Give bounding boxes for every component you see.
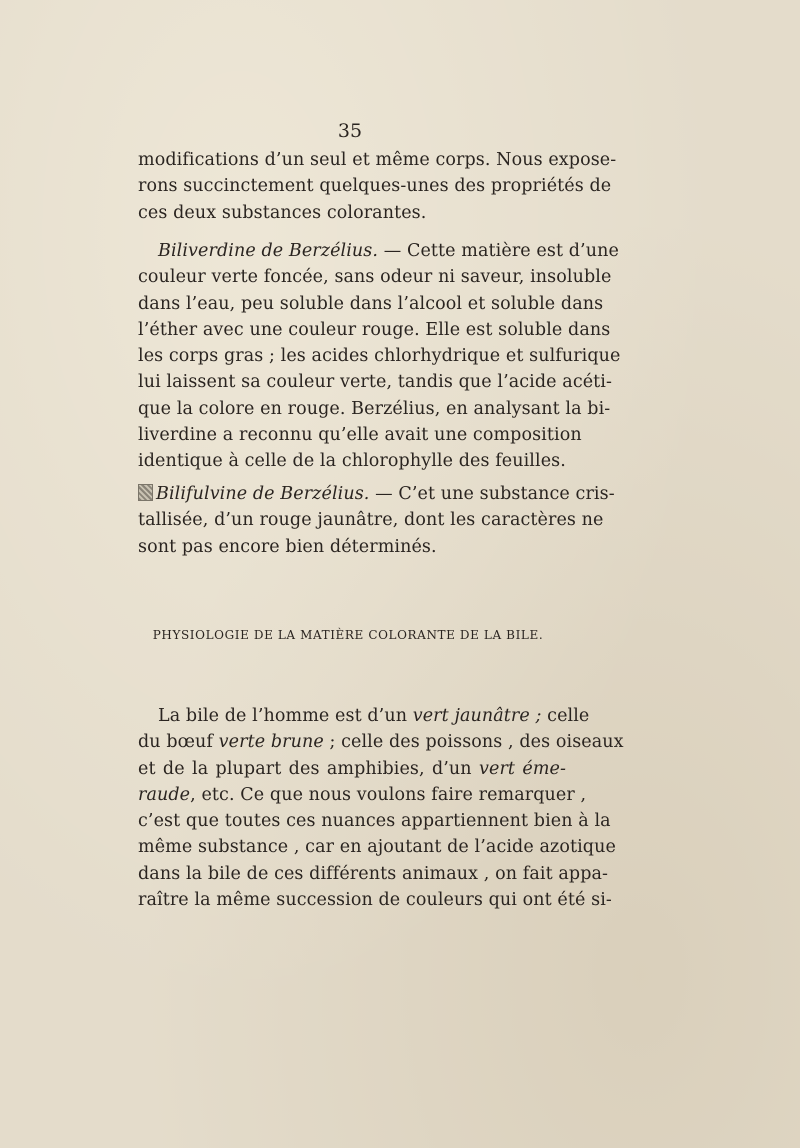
text-italic: vert éme- [479, 758, 566, 779]
text-segment: — C’et une substance cris- [369, 484, 615, 504]
text-line: que la colore en rouge. Berzélius, en analysant la bi- [138, 398, 611, 419]
text-line: raître la même succession de couleurs qui ont été si- [138, 890, 612, 911]
term-biliverdine: Biliverdine de Berzélius. [158, 241, 379, 261]
text-line [138, 729, 624, 755]
text-line: les corps gras ; les acides chlorhydrique et sulfurique [138, 346, 621, 367]
text-line: modifications d’un seul et même corps. Nous expose- [138, 150, 617, 170]
text-line: couleur verte foncée, sans odeur ni saveur, insoluble [138, 267, 612, 288]
text-line: même substance , car en ajoutant de l’acide azotique [138, 837, 616, 858]
text-line: lui laissent sa couleur verte, tandis que l’acide acéti- [138, 372, 613, 393]
page-number: 35 [337, 120, 363, 142]
text-line: dans la bile de ces différents animaux , on fait appa- [138, 863, 609, 884]
text-italic: vert jaunâtre ; [412, 706, 542, 726]
text-line [138, 481, 615, 507]
text-line: c’est que toutes ces nuances appartiennent bien à la [138, 811, 611, 832]
text-line: dans l’eau, peu soluble dans l’alcool et soluble dans [138, 293, 604, 314]
text-segment: du bœuf [138, 732, 219, 753]
text-line: liverdine a reconnu qu’elle avait une composition [138, 425, 582, 446]
text-segment: La bile de l’homme est d’un [158, 706, 413, 726]
text-segment: , etc. Ce que nous voulons faire remarquer , [190, 784, 587, 805]
text-line [138, 782, 587, 808]
section-heading: PHYSIOLOGIE DE LA MATIÈRE COLORANTE DE LA BILE. [152, 628, 544, 642]
text-line: identique à celle de la chlorophylle des feuilles. [138, 451, 566, 472]
text-line: ces deux substances colorantes. [138, 202, 427, 223]
text-line [138, 238, 619, 264]
text-segment: et de la plupart des amphibies, d’un [138, 758, 479, 779]
text-line: rons succinctement quelques-unes des propriétés de [138, 176, 612, 197]
text-line: tallisée, d’un rouge jaunâtre, dont les caractères ne [138, 510, 604, 531]
text-line: sont pas encore bien déterminés. [138, 536, 437, 557]
text-italic: verte brune [218, 732, 324, 753]
text-line [138, 756, 566, 782]
term-bilifulvine: Bilifulvine de Berzélius. [156, 484, 370, 504]
paragraph-bilifulvine [138, 481, 615, 560]
text-segment: ; celle des poissons , des oiseaux [323, 732, 624, 753]
text-line [138, 703, 590, 729]
paragraph-bile-colors [138, 703, 624, 913]
ink-stain-icon [138, 484, 153, 501]
text-line: l’éther avec une couleur rouge. Elle est soluble dans [138, 319, 611, 340]
text-segment: — Cette matière est d’une [378, 241, 619, 261]
text-italic: raude [138, 784, 191, 805]
paragraph-biliverdine [138, 238, 621, 475]
paragraph-continuation [138, 147, 617, 226]
text-segment: celle [541, 706, 590, 726]
